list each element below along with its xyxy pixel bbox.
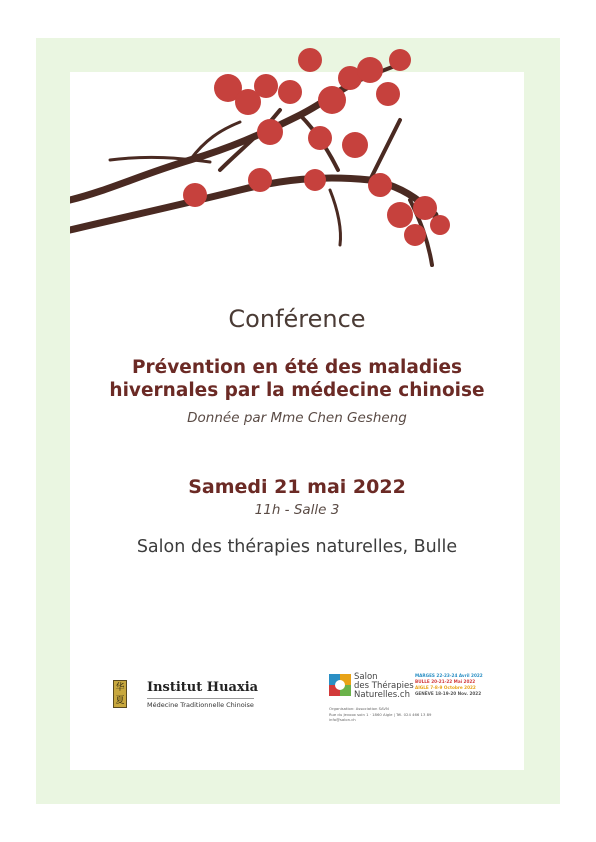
salon-contact-line3: info@salon.ch (329, 717, 356, 722)
event-time: 11h - Salle 3 (254, 502, 340, 518)
seal-char-2: 夏 (115, 695, 125, 706)
salon-contact-line1: Organisation: Association SAVN (329, 706, 389, 711)
conference-title (70, 356, 524, 402)
salon-therapies-logo (329, 670, 489, 738)
institute-subtitle: Médecine Traditionnelle Chinoise (147, 698, 254, 709)
salon-name (354, 673, 414, 700)
seal-char-1: 华 (115, 682, 125, 693)
conference-label: Conférence (228, 305, 366, 333)
salon-name-line3: Naturelles.ch (354, 690, 410, 700)
conference-title-line1: Prévention en été des maladies (131, 357, 463, 378)
salon-mark-icon (329, 674, 351, 696)
event-venue: Salon des thérapies naturelles, Bulle (136, 537, 458, 557)
salon-date-1: MARGES 22-23-24 Avril 2022 (415, 673, 483, 678)
salon-contact-line2: Rue du Jevoox soin 1 · 1860 Aigle | Tél. 024 466 13 89 (329, 711, 432, 717)
institute-name: Institut Huaxia (147, 680, 259, 695)
institut-huaxia-logo (113, 678, 263, 712)
salon-name-line2: des Thérapies (354, 681, 414, 691)
salon-date-4: GENÈVE 18-19-20 Nov. 2022 (415, 691, 482, 696)
conference-speaker: Donnée par Mme Chen Gesheng (187, 410, 407, 426)
salon-name-line1: Salon (354, 672, 378, 682)
conference-title-line2: hivernales par la médecine chinoise (109, 380, 485, 401)
huaxia-seal-icon (113, 680, 127, 708)
salon-date-3: AIGLE 7-8-9 Octobre 2022 (415, 685, 476, 690)
salon-date-2: BULLE 20-21-22 Mai 2022 (415, 679, 476, 684)
cherry-blossom-branch-icon (70, 40, 460, 275)
salon-contact (329, 706, 489, 723)
salon-dates (415, 673, 483, 697)
event-date: Samedi 21 mai 2022 (188, 476, 406, 498)
